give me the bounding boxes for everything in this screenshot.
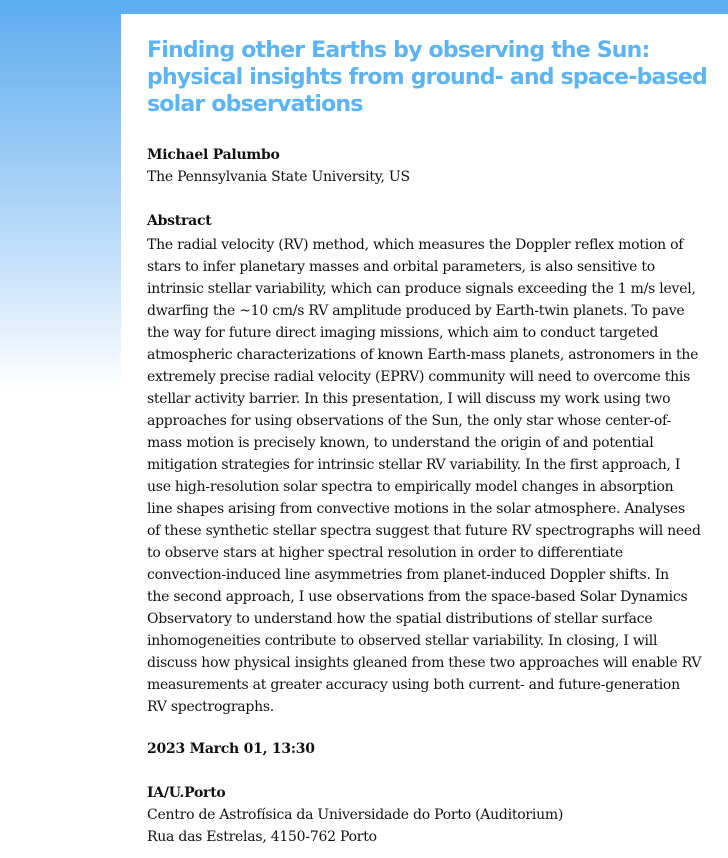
abstract-line: of these synthetic stellar spectra suggest that future RV spectrographs will need — [147, 523, 701, 539]
abstract-heading: Abstract — [147, 213, 212, 229]
abstract-line: Observatory to understand how the spatial distributions of stellar surface — [147, 611, 653, 627]
abstract-line: dwarfing the ~10 cm/s RV amplitude produced by Earth-twin planets. To pave — [147, 303, 685, 319]
abstract-line: mitigation strategies for intrinsic stellar RV variability. In the first approach, I — [147, 457, 681, 473]
speaker-affiliation: The Pennsylvania State University, US — [147, 169, 410, 185]
venue-organization: IA/U.Porto — [147, 785, 226, 801]
speaker-name: Michael Palumbo — [147, 147, 280, 163]
top-band — [0, 0, 728, 14]
abstract-line: atmospheric characterizations of known Earth-mass planets, astronomers in the — [147, 347, 699, 363]
talk-title: Finding other Earths by observing the Sun: physical insights from ground- and space-based solar observations — [147, 38, 707, 117]
abstract-line: extremely precise radial velocity (EPRV) community will need to overcome this — [147, 369, 691, 385]
abstract-line: discuss how physical insights gleaned from these two approaches will enable RV — [147, 655, 702, 671]
abstract-line: inhomogeneities contribute to observed stellar variability. In closing, I will — [147, 633, 658, 649]
venue-place: Centro de Astrofísica da Universidade do Porto (Auditorium) — [147, 807, 564, 823]
talk-datetime: 2023 March 01, 13:30 — [147, 741, 315, 757]
abstract-line: approaches for using observations of the Sun, the only star whose center-of- — [147, 413, 671, 429]
abstract-line: mass motion is precisely known, to understand the origin of and potential — [147, 435, 654, 451]
abstract-line: to observe stars at higher spectral resolution in order to differentiate — [147, 545, 623, 561]
abstract-line: measurements at greater accuracy using both current- and future-generation — [147, 677, 680, 693]
abstract-line: The radial velocity (RV) method, which measures the Doppler reflex motion of — [147, 237, 684, 253]
abstract-line: the way for future direct imaging missions, which aim to conduct targeted — [147, 325, 659, 341]
abstract-line: the second approach, I use observations from the space-based Solar Dynamics — [147, 589, 688, 605]
abstract-line: use high-resolution solar spectra to empirically model changes in absorption — [147, 479, 674, 495]
venue-address: Rua das Estrelas, 4150-762 Porto — [147, 829, 377, 845]
abstract-line: line shapes arising from convective motions in the solar atmosphere. Analyses — [147, 501, 685, 517]
abstract-line: convection-induced line asymmetries from planet-induced Doppler shifts. In — [147, 567, 669, 583]
abstract-line: stellar activity barrier. In this presentation, I will discuss my work using two — [147, 391, 671, 407]
abstract-line: intrinsic stellar variability, which can produce signals exceeding the 1 m/s level, — [147, 281, 696, 297]
abstract-text — [147, 234, 707, 718]
abstract-line: RV spectrographs. — [147, 699, 274, 715]
abstract-line: stars to infer planetary masses and orbital parameters, is also sensitive to — [147, 259, 655, 275]
